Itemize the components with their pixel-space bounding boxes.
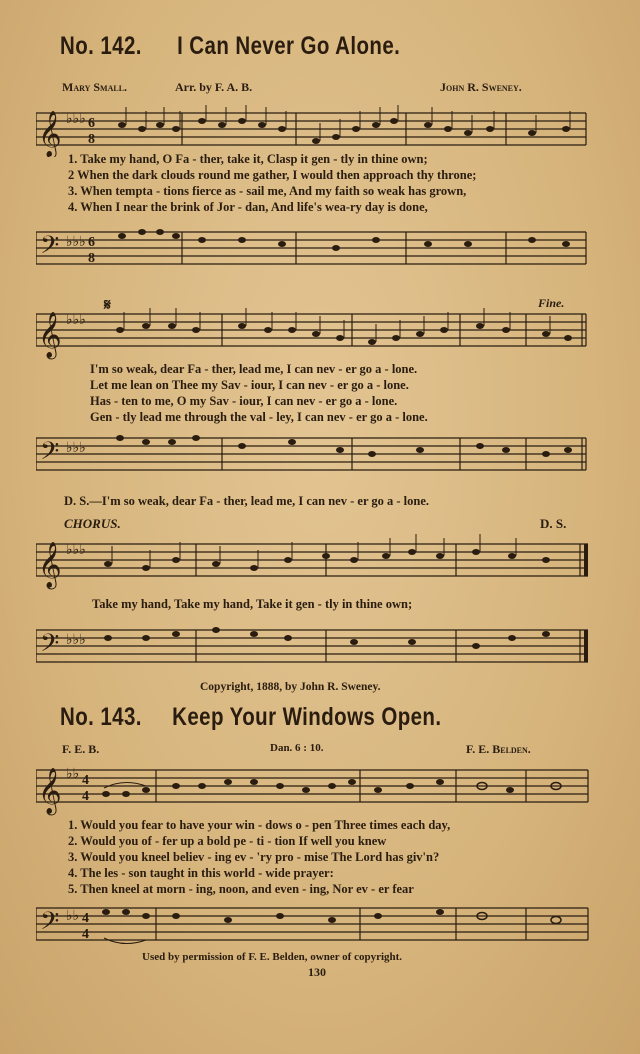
music-staff-treble-3	[36, 534, 596, 590]
svg-text:𝄢: 𝄢	[40, 231, 60, 266]
refrain-line-142-1: I'm so weak, dear Fa - ther, lead me, I can nev - er go a - lone.	[90, 362, 418, 376]
svg-text:♭♭: ♭♭	[66, 767, 80, 782]
svg-text:♭♭♭: ♭♭♭	[66, 543, 86, 558]
chorus-lyric: Take my hand, Take my hand, Take it gen - tly in thine own;	[92, 597, 413, 611]
svg-text:8: 8	[88, 251, 95, 266]
verse-line-143-2: 2. Would you of - fer up a bold pe - ti - tion If well you knew	[68, 834, 387, 848]
svg-text:8: 8	[88, 132, 95, 147]
music-staff-bass-3	[36, 618, 596, 674]
music-staff-bass-2	[36, 428, 596, 480]
music-staff-treble-2	[36, 300, 596, 360]
svg-text:♭♭♭: ♭♭♭	[66, 441, 86, 456]
music-staff-treble-4	[36, 760, 596, 816]
ds-mark: D. S.	[540, 516, 567, 531]
svg-text:♭♭♭: ♭♭♭	[66, 633, 86, 648]
words-credit-142: Mary Small.	[62, 80, 128, 94]
music-staff-bass-4	[36, 898, 596, 954]
composer-credit-143: F. E. Belden.	[466, 742, 531, 756]
svg-text:𝄢: 𝄢	[40, 907, 60, 942]
svg-text:𝄞: 𝄞	[38, 768, 62, 814]
svg-text:𝄢: 𝄢	[40, 629, 60, 664]
hymn-number-143: No. 143.	[60, 703, 142, 731]
chorus-label: CHORUS.	[64, 516, 121, 531]
refrain-line-142-2: Let me lean on Thee my Sav - iour, I can nev - er go a - lone.	[90, 378, 409, 392]
refrain-line-142-3: Has - ten to me, O my Sav - iour, I can nev - er go a - lone.	[90, 394, 398, 408]
verse-line-142-1: 1. Take my hand, O Fa - ther, take it, Clasp it gen - tly in thine own;	[68, 152, 428, 166]
verse-line-143-4: 4. The les - son taught in this world - wide prayer:	[68, 866, 334, 880]
refrain-line-142-4: Gen - tly lead me through the val - ley, I can nev - er go a - lone.	[90, 410, 428, 424]
verse-line-143-5: 5. Then kneel at morn - ing, noon, and even - ing, Nor ev - er fear	[68, 882, 414, 896]
permission-note-143: Used by permission of F. E. Belden, owner of copyright.	[142, 951, 403, 963]
svg-text:4: 4	[82, 773, 89, 788]
svg-text:4: 4	[82, 911, 89, 926]
words-credit-143: F. E. B.	[62, 742, 100, 756]
verse-line-143-1: 1. Would you fear to have your win - dows o - pen Three times each day,	[68, 818, 451, 832]
fine-mark: Fine.	[538, 296, 565, 310]
copyright-142: Copyright, 1888, by John R. Sweney.	[200, 681, 381, 693]
page-number: 130	[308, 965, 326, 979]
arranger-credit-142: Arr. by F. A. B.	[175, 80, 253, 94]
svg-text:4: 4	[82, 927, 89, 942]
verse-line-142-3: 3. When tempta - tions fierce as - sail me, And my faith so weak has grown,	[68, 184, 467, 198]
svg-text:𝄞: 𝄞	[38, 542, 62, 588]
hymn-number-142: No. 142.	[60, 32, 142, 60]
svg-text:♭♭♭: ♭♭♭	[66, 313, 86, 328]
verse-line-142-2: 2 When the dark clouds round me gather, I would then approach thy throne;	[68, 168, 477, 182]
verse-line-142-4: 4. When I near the brink of Jor - dan, And life's wea-ry day is done,	[68, 200, 428, 214]
hymn-title-143: Keep Your Windows Open.	[172, 703, 442, 731]
scripture-143: Dan. 6 : 10.	[270, 742, 324, 754]
svg-text:6: 6	[88, 116, 95, 131]
ds-line-142: D. S.—I'm so weak, dear Fa - ther, lead me, I can nev - er go a - lone.	[64, 494, 430, 508]
music-staff-bass-1	[36, 222, 596, 274]
music-staff-treble-1	[36, 105, 596, 157]
svg-text:6: 6	[88, 235, 95, 250]
svg-text:𝄞: 𝄞	[38, 312, 62, 358]
verse-line-143-3: 3. Would you kneel believ - ing ev - 'ry pro - mise The Lord has giv'n?	[68, 850, 440, 864]
svg-text:𝄢: 𝄢	[40, 437, 60, 472]
composer-credit-142: John R. Sweney.	[440, 80, 522, 94]
svg-text:𝄞: 𝄞	[38, 111, 62, 157]
svg-text:♭♭: ♭♭	[66, 909, 80, 924]
svg-text:4: 4	[82, 789, 89, 804]
svg-text:𝄋: 𝄋	[104, 300, 111, 314]
svg-text:♭♭♭: ♭♭♭	[66, 235, 86, 250]
hymn-title-142: I Can Never Go Alone.	[177, 32, 401, 60]
svg-text:♭♭♭: ♭♭♭	[66, 112, 86, 127]
